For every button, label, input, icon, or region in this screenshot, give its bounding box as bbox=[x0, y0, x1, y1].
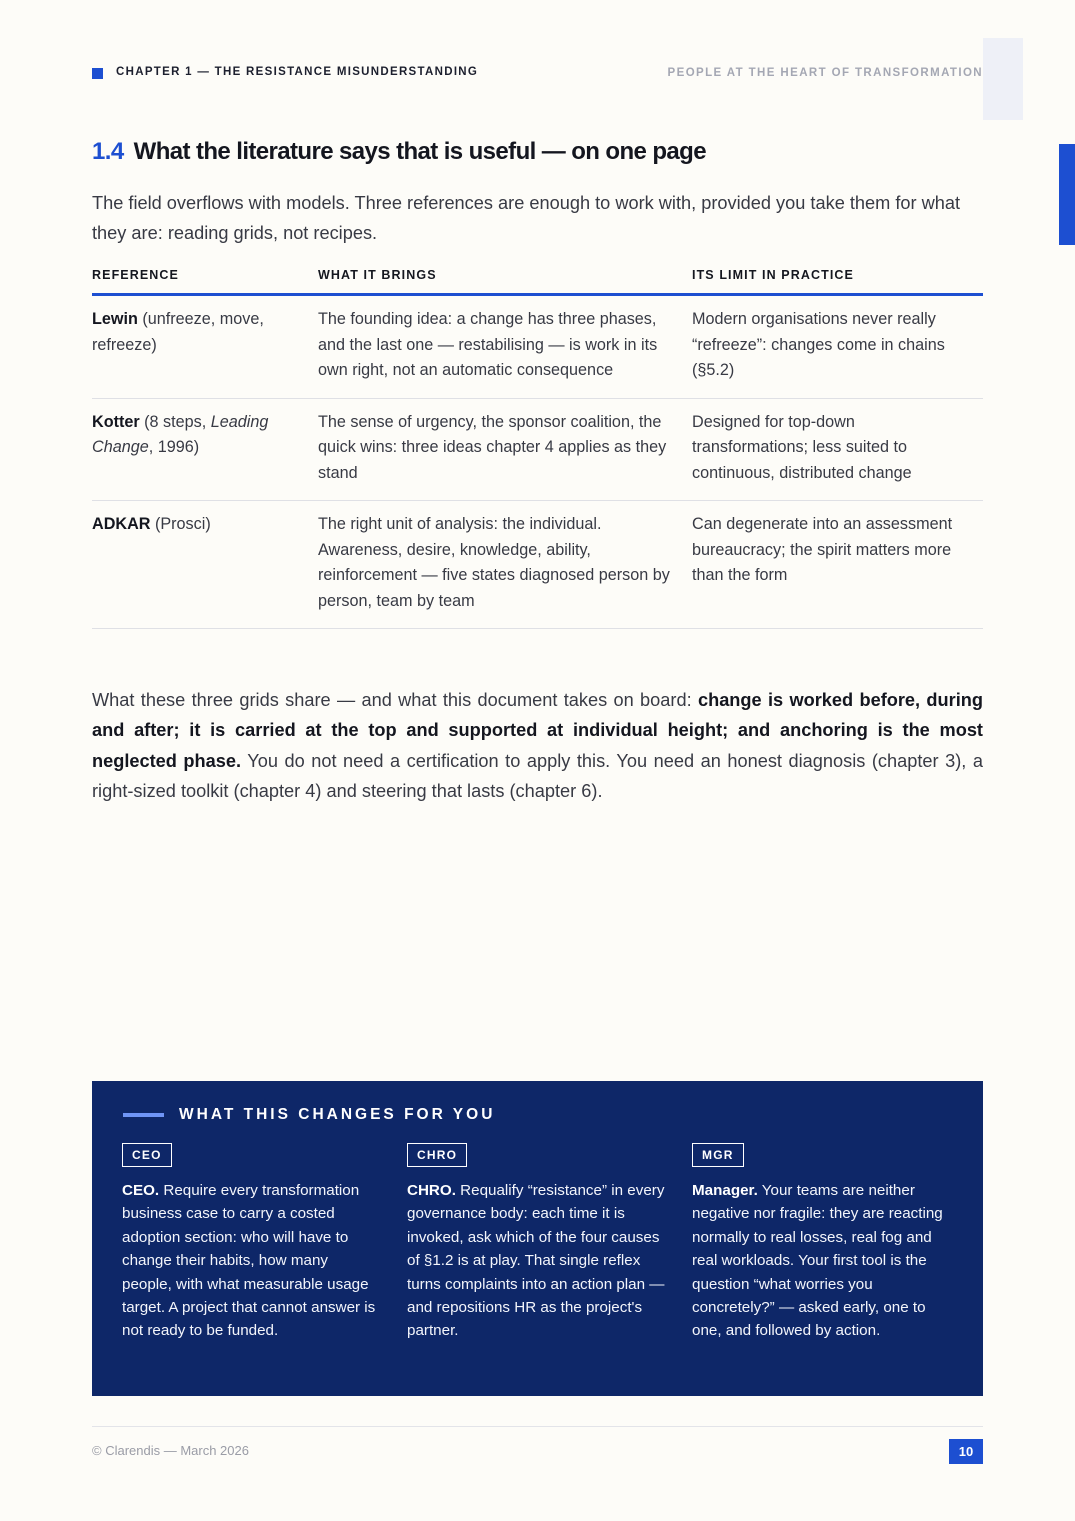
callout-accent-bar bbox=[123, 1113, 164, 1117]
reference-cell bbox=[92, 398, 318, 501]
callout-title: WHAT THIS CHANGES FOR YOU bbox=[179, 1106, 496, 1123]
role-tag: MGR bbox=[692, 1143, 744, 1167]
page-number-badge: 10 bbox=[949, 1439, 983, 1464]
reference-detail-year: , 1996) bbox=[148, 438, 200, 456]
summary-tail: You do not need a certification to apply this. You need an honest diagnosis (chapter 3), a right-sized toolkit (chapter 4) and steering that lasts (chapter 6). bbox=[92, 750, 983, 801]
column-header-what-it-brings: WHAT IT BRINGS bbox=[318, 268, 692, 295]
brings-cell: The right unit of analysis: the individual. Awareness, desire, knowledge, ability, reinforcement — five states diagnosed person by person, team by team bbox=[318, 501, 692, 629]
reference-cell bbox=[92, 295, 318, 399]
role-text: Require every transformation business case to carry a costed adoption section: who will have to change their habits, how many people, with what measurable usage target. A project that cannot answer is not ready to be funded. bbox=[122, 1182, 376, 1340]
chapter-side-tab bbox=[1059, 144, 1075, 245]
table-row bbox=[92, 295, 983, 399]
role-tag: CEO bbox=[122, 1143, 172, 1167]
summary-paragraph bbox=[92, 685, 983, 806]
reference-book-title: Leading Change bbox=[92, 412, 269, 456]
limit-cell: Designed for top-down transformations; less suited to continuous, distributed change bbox=[692, 398, 983, 501]
reference-detail: (Prosci) bbox=[150, 515, 211, 533]
reference-detail: (8 steps, bbox=[139, 412, 211, 431]
table-row bbox=[92, 501, 983, 629]
role-text: Requalify “resistance” in every governance body: each time it is invoked, ask which of the four causes of §1.2 is at play. That single reflex turns complaints into an action plan — and repositions HR as the project's partner. bbox=[407, 1182, 665, 1340]
column-header-reference: REFERENCE bbox=[92, 268, 318, 295]
references-table bbox=[92, 268, 983, 629]
role-column-ceo bbox=[122, 1143, 382, 1343]
chapter-number-watermark bbox=[983, 38, 1023, 120]
reference-cell bbox=[92, 501, 318, 629]
role-tag: CHRO bbox=[407, 1143, 467, 1167]
summary-emphasis: change is worked before, during and after; it is carried at the top and supported at individual height; and anchoring is the most neglected phase. bbox=[92, 690, 983, 771]
chapter-label: CHAPTER 1 — THE RESISTANCE MISUNDERSTANDING bbox=[116, 66, 479, 78]
role-column-chro bbox=[407, 1143, 667, 1343]
what-this-changes-box bbox=[92, 1081, 983, 1396]
reference-name: ADKAR bbox=[92, 515, 151, 533]
role-lead: Manager. bbox=[692, 1182, 758, 1199]
role-advice bbox=[692, 1179, 952, 1343]
limit-cell: Modern organisations never really “refreeze”: changes come in chains (§5.2) bbox=[692, 295, 983, 399]
chapter-marker-square bbox=[92, 68, 103, 79]
page-header bbox=[92, 66, 983, 82]
reference-name: Kotter bbox=[92, 412, 140, 431]
brings-cell: The sense of urgency, the sponsor coalition, the quick wins: three ideas chapter 4 applies as they stand bbox=[318, 398, 692, 501]
role-lead: CEO. bbox=[122, 1182, 160, 1199]
running-title: PEOPLE AT THE HEART OF TRANSFORMATION bbox=[667, 67, 983, 79]
reference-detail: (unfreeze, move, refreeze) bbox=[92, 310, 264, 354]
section-intro: The field overflows with models. Three references are enough to work with, provided you take them for what they are: reading grids, not recipes. bbox=[92, 193, 961, 243]
role-lead: CHRO. bbox=[407, 1182, 456, 1199]
section-number: 1.4 bbox=[92, 138, 124, 165]
summary-lead: What these three grids share — and what this document takes on board: bbox=[92, 690, 698, 710]
footer-copyright: © Clarendis — March 2026 bbox=[92, 1443, 249, 1458]
reference-name: Lewin bbox=[92, 310, 138, 328]
section-title: What the literature says that is useful — on one page bbox=[133, 138, 706, 165]
role-column-manager bbox=[692, 1143, 952, 1343]
role-advice bbox=[407, 1179, 667, 1343]
brings-cell: The founding idea: a change has three phases, and the last one — restabilising — is work in its own right, not an automatic consequence bbox=[318, 295, 692, 399]
column-header-limit: ITS LIMIT IN PRACTICE bbox=[692, 268, 983, 295]
limit-cell: Can degenerate into an assessment bureaucracy; the spirit matters more than the form bbox=[692, 501, 983, 629]
table-row bbox=[92, 398, 983, 501]
section-heading bbox=[92, 138, 992, 166]
footer-divider bbox=[92, 1426, 983, 1427]
role-text: Your teams are neither negative nor fragile: they are reacting normally to real losses, real fog and real workloads. Your first tool is the question “what worries you concretely?” — asked early, one to one, and followed by action. bbox=[692, 1182, 943, 1340]
role-advice bbox=[122, 1179, 382, 1343]
table-header-row bbox=[92, 268, 983, 295]
